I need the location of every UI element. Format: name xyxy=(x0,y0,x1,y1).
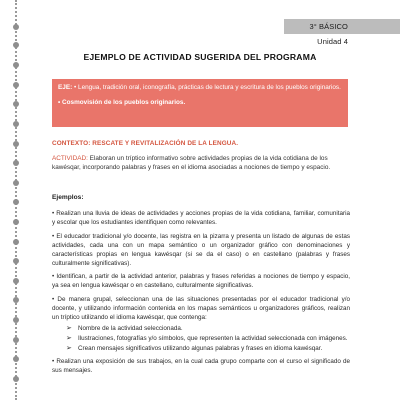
checklist-item: ➢ Crean mensajes significativos utilizando algunas palabras y frases en idioma kawésqar. xyxy=(66,344,323,352)
check-arrow-icon: ➢ xyxy=(66,324,72,332)
activity-description xyxy=(52,154,352,172)
check-arrow-icon: ➢ xyxy=(66,334,72,342)
axis-text: • Lengua, tradición oral, iconografía, prácticas de lectura y escritura de los pueblos originarios. xyxy=(74,84,341,91)
checklist-item: ➢ Ilustraciones, fotografías y/o símbolos, que representen la actividad seleccionada con imágenes. xyxy=(66,334,348,342)
example-item: • Realizan una lluvia de ideas de actividades y acciones propias de la vida cotidiana, familiar, comunitaria y escolar que los estudiantes identifiquen como relevantes. xyxy=(52,210,350,226)
activity-text: Elaboran un tríptico informativo sobre actividades propias de la vida cotidiana de los kawésqar, incorporando palabras y frases en el idioma asociadas a nociones de tiempo y espacio. xyxy=(52,155,331,171)
axis-box xyxy=(52,79,348,127)
axis-second-text: • Cosmovisión de los pueblos originarios. xyxy=(58,99,186,106)
axis-line xyxy=(58,83,342,92)
activity-label: ACTIVIDAD: xyxy=(52,155,88,162)
check-arrow-icon: ➢ xyxy=(66,344,72,352)
examples-list xyxy=(52,210,350,381)
unit-badge: 3° BÁSICO Unidad 4 xyxy=(284,19,400,34)
examples-heading: Ejemplos: xyxy=(52,194,84,201)
context-heading: CONTEXTO: RESCATE Y REVITALIZACIÓN DE LA LENGUA. xyxy=(52,140,239,147)
checklist xyxy=(66,325,350,354)
axis-label: EJE: xyxy=(58,84,73,91)
checklist-item: ➢ Nombre de la actividad seleccionada. xyxy=(66,324,183,332)
page-title: EJEMPLO DE ACTIVIDAD SUGERIDA DEL PROGRAMA xyxy=(83,52,317,62)
example-item: • De manera grupal, seleccionan una de las situaciones presentadas por el educador tradicional y/o docente, y utilizando información contenida en los mapas semánticos u organizadores gráficos, realizan un tríptico utilizando el idioma kawésqar, que contenga: xyxy=(52,296,350,322)
example-item: • El educador tradicional y/o docente, las registra en la pizarra y presenta un listado de algunas de estas actividades, cada una con un mapa semántico o un organizador gráfico con denominaciones y características propias en lengua kawésqar (si se da el caso) o en castellano (palabras y frases culturalmente significativas). xyxy=(52,232,350,267)
example-item: • Identifican, a partir de la actividad anterior, palabras y frases referidas a nociones de tiempo y espacio, ya sea en lengua kawésqar o en castellano, culturalmente significativas. xyxy=(52,273,350,290)
example-item: • Realizan una exposición de sus trabajos, en la cual cada grupo comparte con el curso el significado de sus mensajes. xyxy=(52,357,350,374)
